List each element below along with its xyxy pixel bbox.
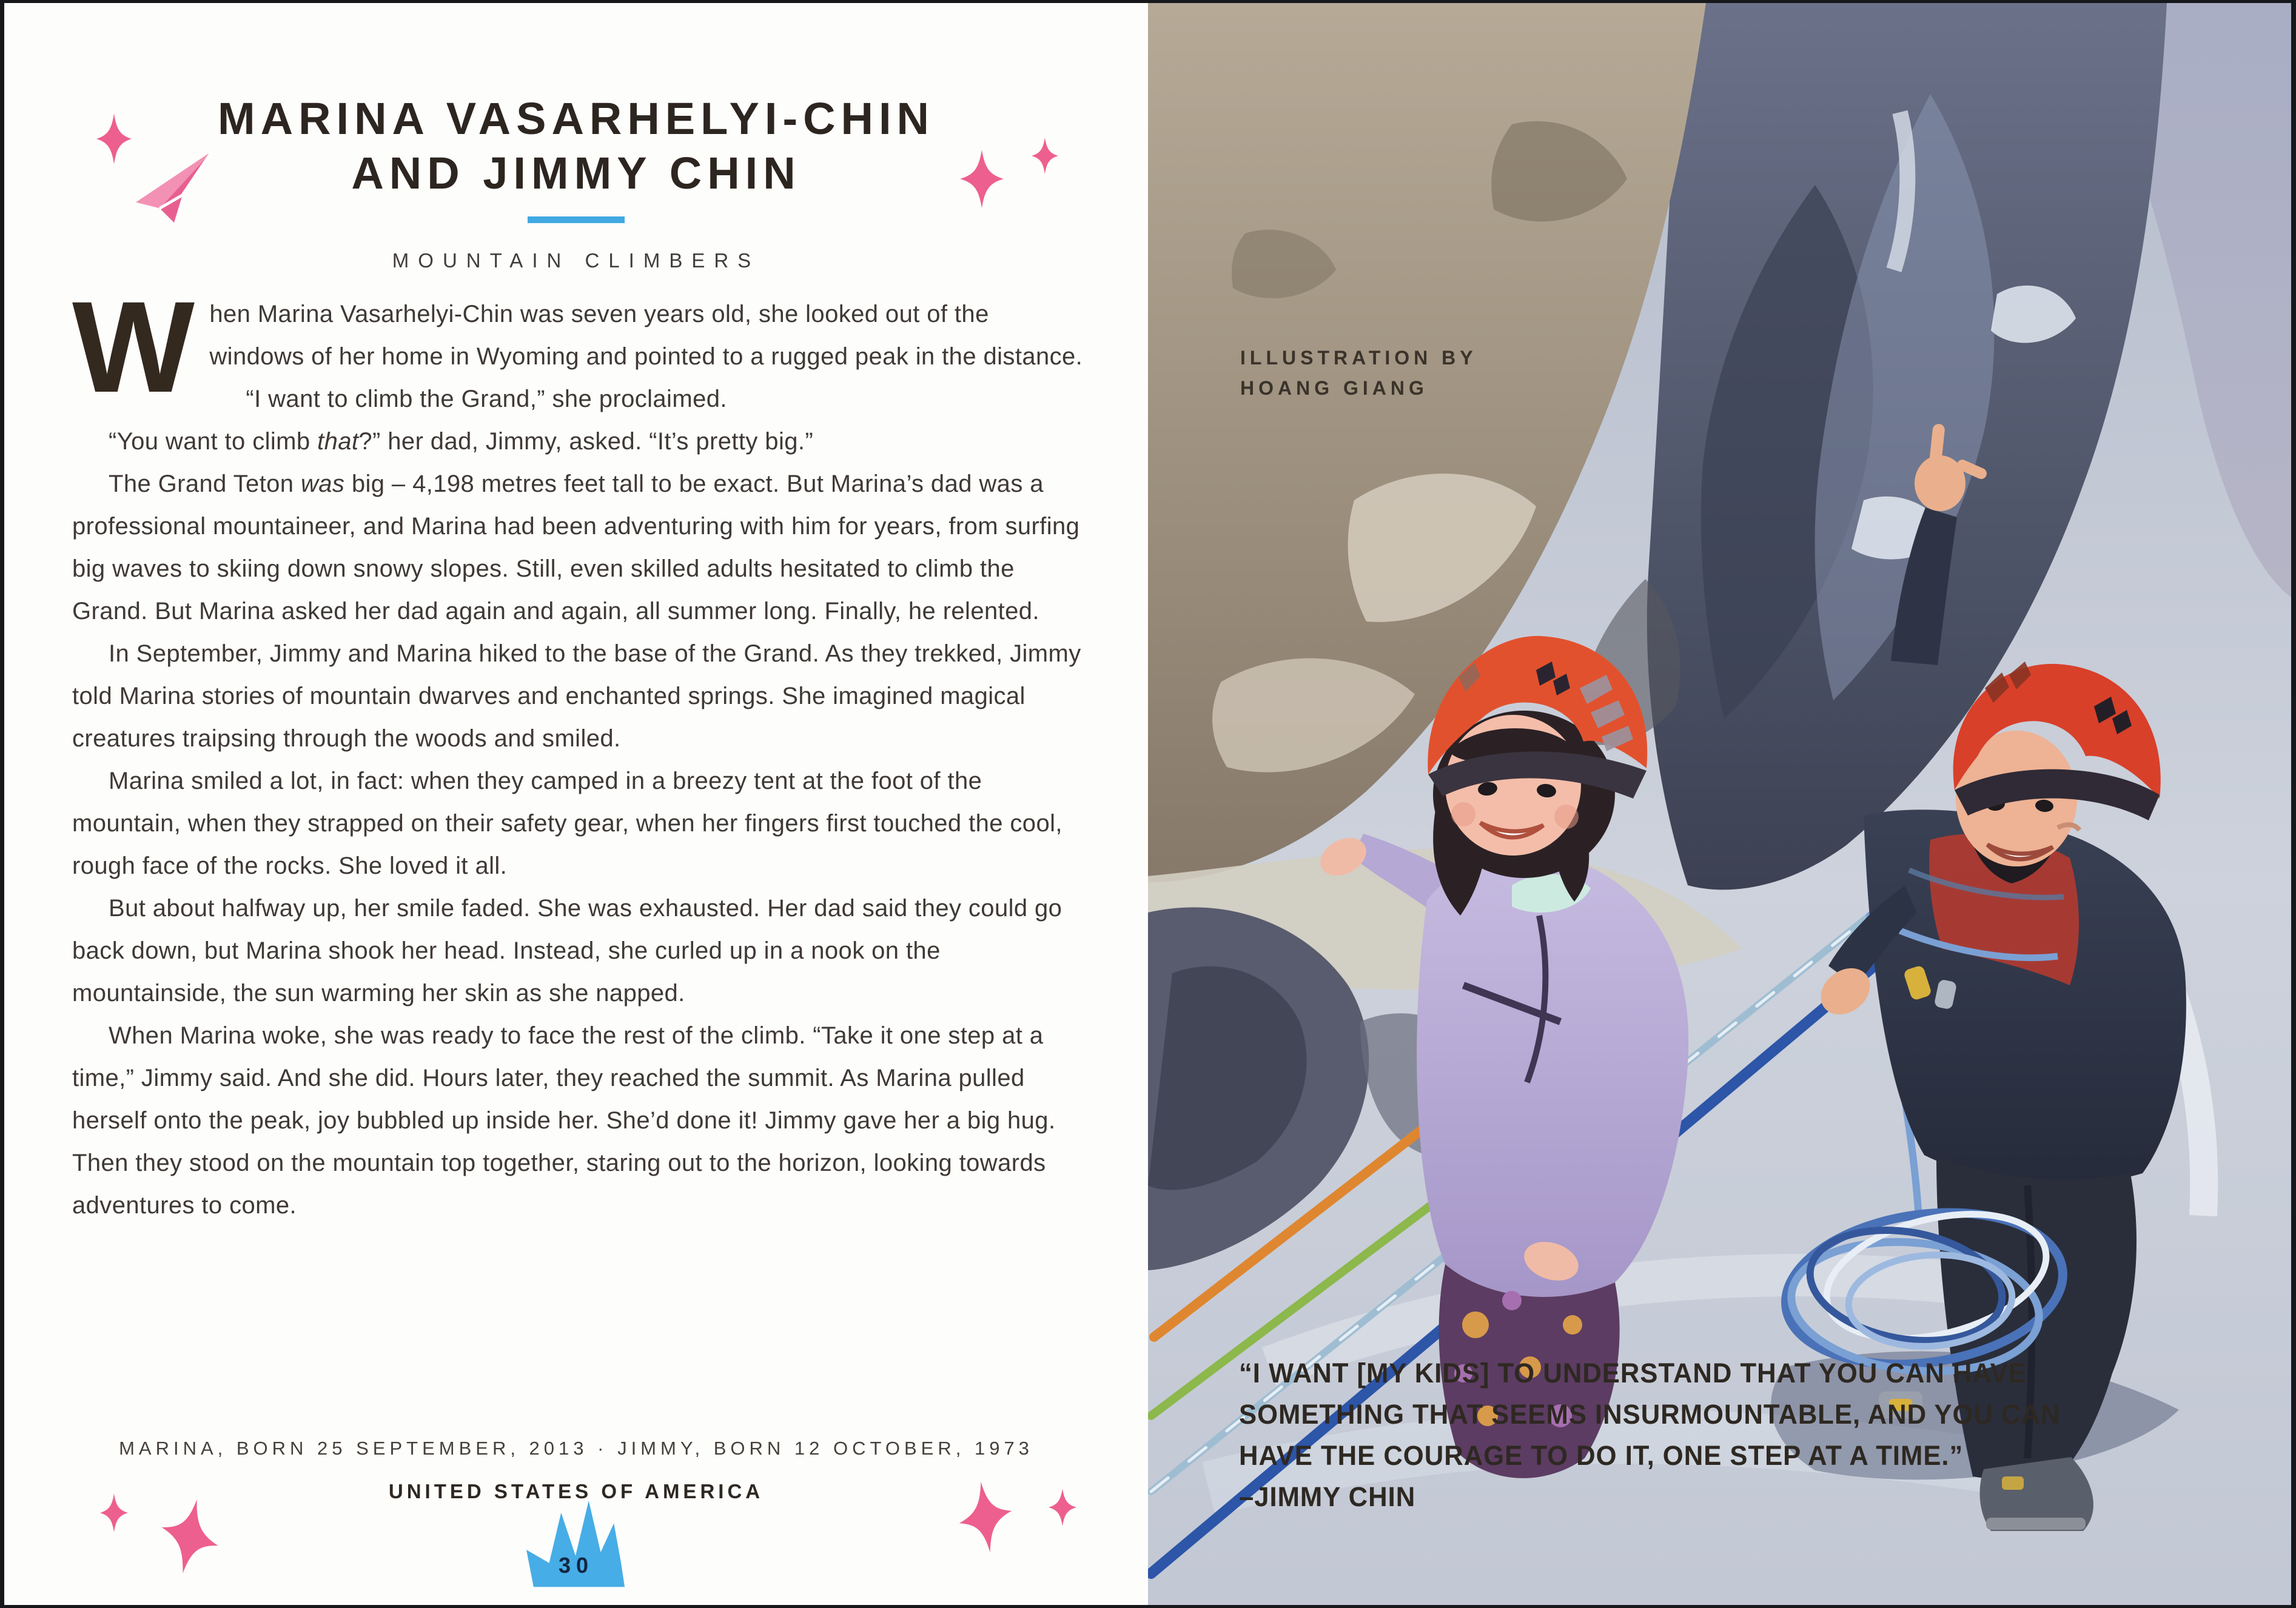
paragraph: When Marina woke, she was ready to face the rest of the climb. “Take it one step at a time,” Jimmy said. And she did. Hours later, they reached the summit. As Marina pulled herself onto the peak, joy bubbled up inside her. She’d done it! Jimmy gave her a big hug. Then they stood on the mountain top together, staring out to the horizon, looking towards adventures to come. xyxy=(72,1022,1056,1219)
quote-line: SOMETHING THAT SEEMS INSURMOUNTABLE, AND YOU CAN xyxy=(1239,1399,2061,1430)
birth-dates-line: MARINA, BORN 25 SEPTEMBER, 2013 · JIMMY, BORN 12 OCTOBER, 1973 xyxy=(119,1438,1033,1459)
credit-line-2: HOANG GIANG xyxy=(1240,377,1428,399)
italic-word: was xyxy=(300,471,345,497)
paragraph: But about halfway up, her smile faded. She was exhausted. Her dad said they could go back down, but Marina shook her head. Instead, she curled up in a nook on the mountainside, the sun warming her skin as she napped. xyxy=(72,895,1062,1007)
credit-line-1: ILLUSTRATION BY xyxy=(1240,347,1477,369)
page-number-crown xyxy=(525,1498,627,1590)
page-number: 30 xyxy=(558,1553,594,1578)
paragraph-text: hen Marina Vasarhelyi-Chin was seven years old, she looked out of the windows of her home in Wyoming and pointed to a rugged peak in the distance. xyxy=(209,301,1083,370)
paragraph-text: The Grand Teton xyxy=(109,471,301,497)
paragraph-text: “You want to climb xyxy=(109,428,318,455)
paragraph-text: ?” her dad, Jimmy, asked. “It’s pretty big.” xyxy=(358,428,814,455)
paragraph xyxy=(72,420,1086,463)
paragraph-text: big – 4,198 metres feet tall to be exact. But Marina’s dad was a professional mountaineer, and Marina had been adventuring with him for years, from surfing big waves to skiing down snowy slopes. Still, even skilled adults hesitated to climb the Grand. But Marina asked her dad again and again, all summer long. Finally, he relented. xyxy=(72,471,1080,625)
drop-cap: W xyxy=(72,275,195,420)
illustration-credit xyxy=(1240,343,1477,403)
left-page xyxy=(4,3,1148,1605)
paragraph: In September, Jimmy and Marina hiked to the base of the Grand. As they trekked, Jimmy told Marina stories of mountain dwarves and enchanted springs. She imagined magical creatures traipsing through the woods and smiled. xyxy=(72,640,1081,752)
paragraph: Marina smiled a lot, in fact: when they camped in a breezy tent at the foot of the mountain, when they strapped on their safety gear, when her fingers first touched the cool, rough face of the rocks. She loved it all. xyxy=(72,768,1062,879)
sparkle-icon xyxy=(161,1498,219,1575)
title-line-2: AND JIMMY CHIN xyxy=(351,148,801,198)
page-title xyxy=(4,92,1148,201)
title-underline-accent xyxy=(528,216,625,223)
right-page-illustration xyxy=(1148,3,2291,1605)
quote-attribution: –JIMMY CHIN xyxy=(1239,1481,1416,1512)
country-line: UNITED STATES OF AMERICA xyxy=(388,1480,764,1502)
story-text xyxy=(72,275,1086,1227)
quote-line: HAVE THE COURAGE TO DO IT, ONE STEP AT A TIME.” xyxy=(1239,1440,1964,1471)
page-subtitle: MOUNTAIN CLIMBERS xyxy=(392,249,760,272)
italic-word: that xyxy=(317,428,359,455)
pull-quote xyxy=(1239,1353,2060,1518)
paragraph xyxy=(72,463,1086,632)
quote-line: “I WANT [MY KIDS] TO UNDERSTAND THAT YOU CAN HAVE xyxy=(1239,1358,2027,1389)
paragraph: “I want to climb the Grand,” she proclaimed. xyxy=(246,386,727,412)
title-line-1: MARINA VASARHELYI-CHIN xyxy=(218,93,935,144)
